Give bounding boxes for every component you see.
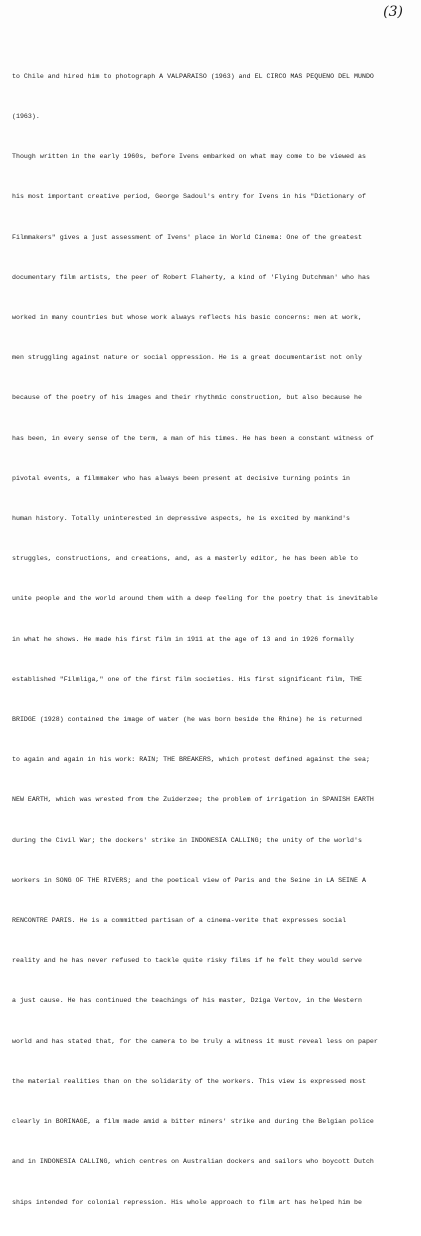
text-line: ships intended for colonial repression. His whole approach to film art has helped him be — [12, 1198, 362, 1206]
text-line: documentary film artists, the peer of Robert Flaherty, a kind of 'Flying Dutchman' who has — [12, 273, 370, 281]
text-line: struggles, constructions, and creations, and, as a masterly editor, he has been able to — [12, 555, 358, 563]
text-line: to Chile and hired him to photograph A VALPARAISO (1963) and EL CIRCO MAS PEQUENO DEL MUNDO — [12, 72, 374, 80]
text-line: to again and again in his work: RAIN; THE BREAKERS, which protest defined against the sea; — [12, 756, 370, 764]
text-line: clearly in BORINAGE, a film made amid a bitter miners' strike and during the Belgian police — [12, 1118, 374, 1126]
text-line: Filmmakers" gives a just assessment of Ivens' place in World Cinema: One of the greatest — [12, 233, 362, 241]
text-line: worked in many countries but whose work always reflects his basic concerns: men at work, — [12, 314, 362, 322]
text-line: a just cause. He has continued the teachings of his master, Dziga Vertov, in the Western — [12, 997, 362, 1005]
text-line: unite people and the world around them with a deep feeling for the poetry that is inevitable — [12, 595, 378, 603]
text-line: BRIDGE (1928) contained the image of water (he was born beside the Rhine) he is returned — [12, 716, 362, 724]
text-line: workers in SONG OF THE RIVERS; and the poetical view of Paris and the Seine in LA SEINE A — [12, 876, 366, 884]
page-number: (3) — [383, 4, 403, 20]
text-line: (1963). — [12, 113, 40, 121]
text-line: his most important creative period, George Sadoul's entry for Ivens in his "Dictionary of — [12, 193, 366, 201]
text-line: human history. Totally uninterested in depressive aspects, he is excited by mankind's — [12, 515, 351, 523]
text-line: in what he shows. He made his first film in 1911 at the age of 13 and in 1926 formally — [12, 635, 355, 643]
text-line: pivotal events, a filmmaker who has always been present at decisive turning points in — [12, 474, 351, 482]
text-line: men struggling against nature or social oppression. He is a great documentarist not only — [12, 354, 362, 362]
text-line: has been, in every sense of the term, a man of his times. He has been a constant witness of — [12, 434, 374, 442]
text-line: Though written in the early 1960s, before Ivens embarked on what may come to be viewed as — [12, 153, 366, 161]
text-line: reality and he has never refused to tackle quite risky films if he felt they would serve — [12, 957, 362, 965]
text-line: because of the poetry of his images and their rhythmic construction, but also because he — [12, 394, 362, 402]
text-line: established "Filmliga," one of the first film societies. His first significant film, THE — [12, 675, 362, 683]
text-line: NEW EARTH, which was wrested from the Zuiderzee; the problem of irrigation in SPANISH EARTH — [12, 796, 374, 804]
text-line: during the Civil War; the dockers' strike in INDONESIA CALLING; the unity of the world's — [12, 836, 362, 844]
typed-body-text — [12, 43, 412, 1236]
text-line: and in INDONESIA CALLING, which centres on Australian dockers and sailors who boycott Dutch — [12, 1158, 374, 1166]
text-line: the material realities than on the solidarity of the workers. This view is expressed most — [12, 1077, 366, 1085]
text-line: RENCONTRE PARIS. He is a committed partisan of a cinema-verite that expresses social — [12, 917, 347, 925]
text-line: world and has stated that, for the camera to be truly a witness it must reveal less on paper — [12, 1037, 378, 1045]
